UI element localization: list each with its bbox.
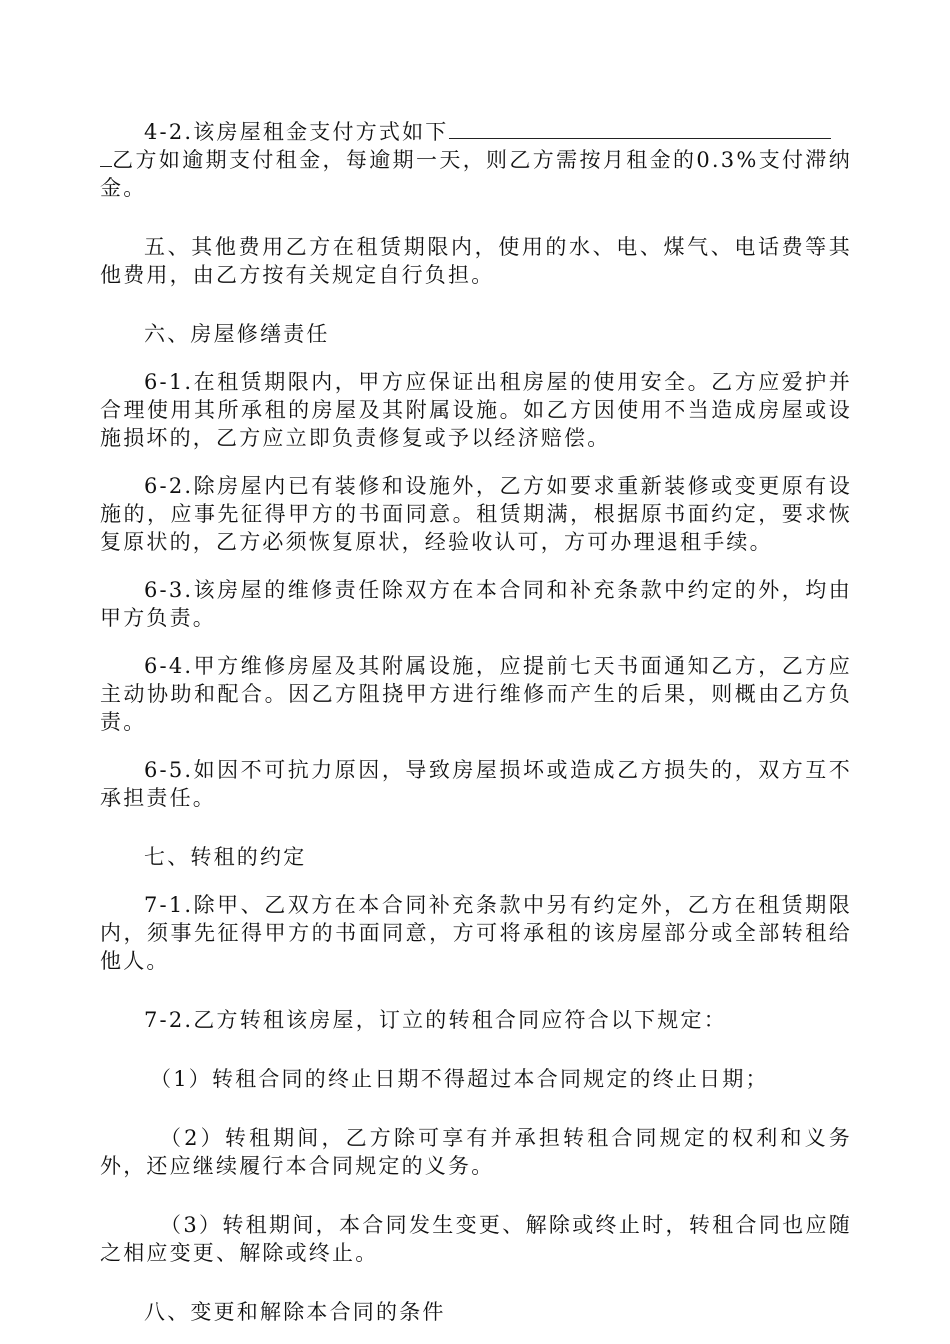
paragraph-4-2-rest: 乙方如逾期支付租金，每逾期一天，则乙方需按月租金的0.3%支付滞纳金。 <box>100 148 852 200</box>
paragraph-7-1: 7-1.除甲、乙双方在本合同补充条款中另有约定外，乙方在租赁期限内，须事先征得甲方的书面同意，方可将承租的该房屋部分或全部转租给他人。 <box>100 893 852 973</box>
paragraph-6-2: 6-2.除房屋内已有装修和设施外，乙方如要求重新装修或变更原有设施的，应事先征得甲方的书面同意。租赁期满，根据原书面约定，要求恢复原状的，乙方必须恢复原状，经验收认可，方可办理退租手续。 <box>100 474 852 554</box>
heading-8-change-termination: 八、变更和解除本合同的条件 <box>144 1300 446 1324</box>
paragraph-6-4: 6-4.甲方维修房屋及其附属设施，应提前七天书面通知乙方，乙方应主动协助和配合。因乙方阻挠甲方进行维修而产生的后果，则概由乙方负责。 <box>100 654 852 734</box>
paragraph-4-2-lead: 4-2.该房屋租金支付方式如下 <box>144 120 449 144</box>
paragraph-5-other-fees: 五、其他费用乙方在租赁期限内，使用的水、电、煤气、电话费等其他费用，由乙方按有关规定自行负担。 <box>100 235 852 287</box>
payment-method-blank-continued <box>100 146 112 167</box>
heading-6-repair-responsibility: 六、房屋修缮责任 <box>144 322 330 346</box>
paragraph-6-3: 6-3.该房屋的维修责任除双方在本合同和补充条款中约定的外，均由甲方负责。 <box>100 578 852 630</box>
paragraph-7-2-item-2: （2）转租期间，乙方除可享有并承担转租合同规定的权利和义务外，还应继续履行本合同规定的义务。 <box>100 1126 852 1178</box>
heading-7-sublease: 七、转租的约定 <box>144 845 307 869</box>
payment-method-blank <box>449 118 831 139</box>
paragraph-4-2 <box>100 118 852 202</box>
contract-body <box>100 118 852 1326</box>
paragraph-6-5: 6-5.如因不可抗力原因，导致房屋损坏或造成乙方损失的，双方互不承担责任。 <box>100 758 852 810</box>
paragraph-7-2: 7-2.乙方转租该房屋，订立的转租合同应符合以下规定： <box>144 1008 727 1032</box>
paragraph-7-2-item-3: （3）转租期间，本合同发生变更、解除或终止时，转租合同也应随之相应变更、解除或终止。 <box>100 1213 852 1265</box>
paragraph-7-2-item-1: （1）转租合同的终止日期不得超过本合同规定的终止日期； <box>150 1067 769 1091</box>
paragraph-6-1: 6-1.在租赁期限内，甲方应保证出租房屋的使用安全。乙方应爱护并合理使用其所承租的房屋及其附属设施。如乙方因使用不当造成房屋或设施损坏的，乙方应立即负责修复或予以经济赔偿。 <box>100 370 852 450</box>
